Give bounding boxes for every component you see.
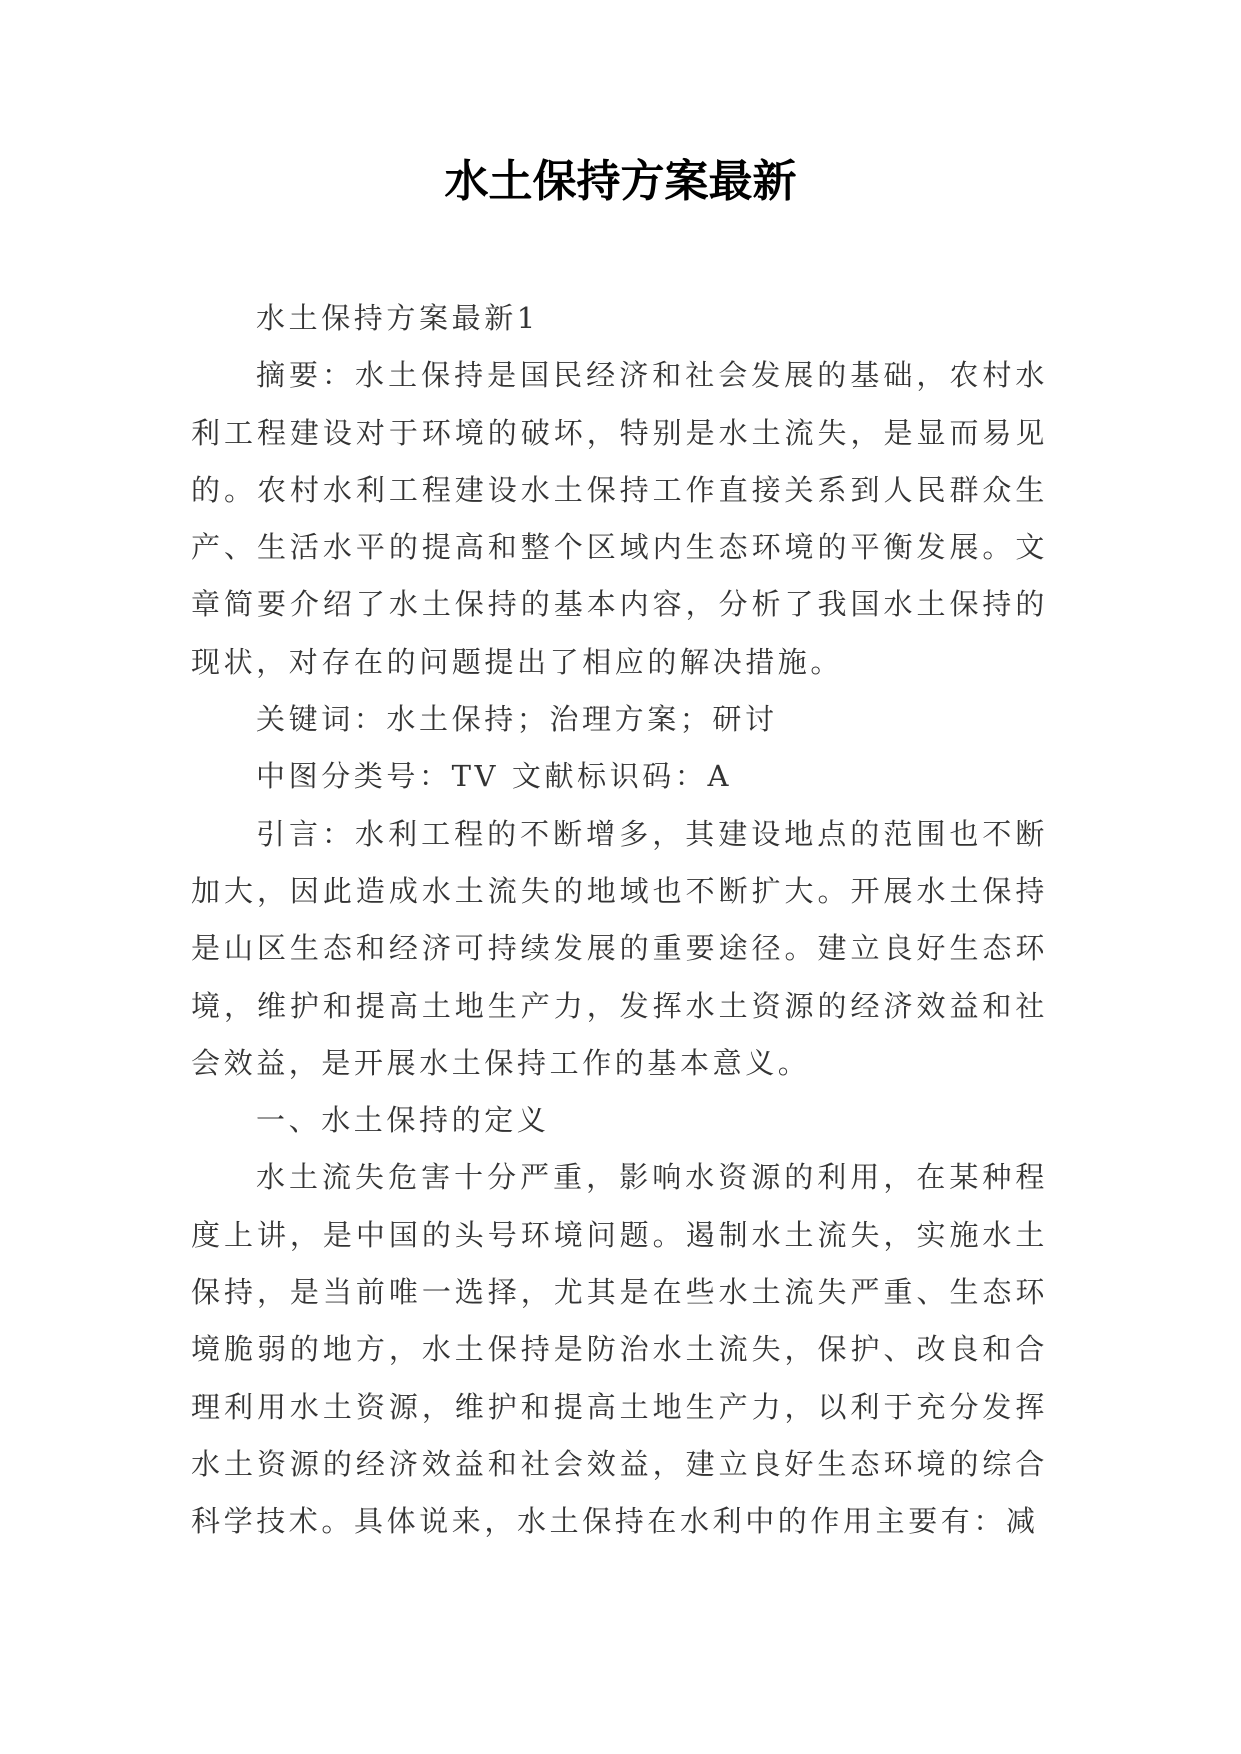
document-title: 水土保持方案最新 [444, 156, 797, 207]
abstract-paragraph: 摘要：水土保持是国民经济和社会发展的基础，农村水利工程建设对于环境的破坏，特别是水土流失，是显而易见的。农村水利工程建设水土保持工作直接关系到人民群众生产、生活水平的提高和整个区域内生态环境的平衡发展。文章简要介绍了水土保持的基本内容，分析了我国水土保持的现状，对存在的问题提出了相应的解决措施。 [191, 358, 1048, 679]
section-heading-definition: 一、水土保持的定义 [256, 1103, 550, 1138]
introduction-paragraph: 引言：水利工程的不断增多，其建设地点的范围也不断加大，因此造成水土流失的地域也不断扩大。开展水土保持是山区生态和经济可持续发展的重要途径。建立良好生态环境，维护和提高土地生产力，发挥水土资源的经济效益和社会效益，是开展水土保持工作的基本意义。 [191, 816, 1048, 1080]
classification-line: 中图分类号：TV 文献标识码：A [256, 759, 733, 794]
document-body [191, 290, 1048, 1551]
definition-paragraph: 水土流失危害十分严重，影响水资源的利用，在某种程度上讲，是中国的头号环境问题。遏制水土流失，实施水土保持，是当前唯一选择，尤其是在些水土流失严重、生态环境脆弱的地方，水土保持是防治水土流失，保护、改良和合理利用水土资源，维护和提高土地生产力，以利于充分发挥水土资源的经济效益和社会效益，建立良好生态环境的综合科学技术。具体说来，水土保持在水利中的作用主要有：减 [191, 1160, 1048, 1539]
section-heading-1: 水土保持方案最新1 [256, 301, 539, 335]
keywords-line: 关键词：水土保持；治理方案；研讨 [256, 702, 778, 737]
